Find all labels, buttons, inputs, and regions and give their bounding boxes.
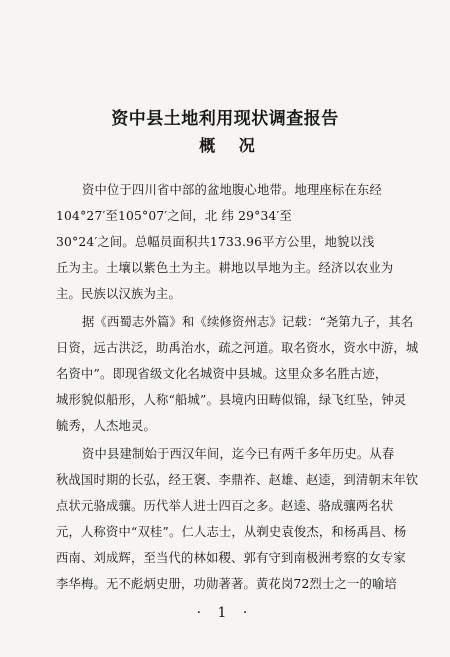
paragraph-line: 30°24′之间。总幅员面积共1733.96平方公里，地貌以浅 [56, 235, 375, 249]
paragraph-line: 毓秀，人杰地灵。 [56, 419, 156, 433]
paragraph-line: 城形貌似船形，人称“船城”。县境内田畴似锦，绿飞红坠，钟灵 [56, 393, 407, 407]
paragraph-line: 资中位于四川省中部的盆地腹心地带。地理座标在东经 [82, 183, 382, 197]
report-title: 资中县土地利用现状调查报告 [111, 109, 339, 129]
paragraph-line: 日资，远古洪泛，助禹治水，疏之河道。取名资水，资水中游，城 [56, 341, 419, 355]
paragraph-line: 丘为主。土壤以紫色土为主。耕地以旱地为主。经济以农业为 [56, 261, 394, 275]
paragraph-line: 西南、刘成辉，至当代的林如稷、郭有守到南极洲考察的女专家 [56, 551, 406, 565]
page-number: · 1 · [196, 605, 254, 621]
paragraph-line: 李华梅。无不彪炳史册，功勋著著。黄花岗72烈士之一的喻培 [56, 577, 397, 591]
paragraph-line: 资中县建制始于西汉年间，迄今已有两千多年历史。从春 [82, 447, 395, 461]
section-heading: 概 况 [199, 136, 255, 155]
paragraph-line: 据《西蜀志外篇》和《续修资州志》记载：“尧第九子，其名 [82, 315, 414, 329]
paragraph-line: 秋战国时期的长弘，经王褒、李鼎祚、赵雄、赵逵，到清朝末年钦 [56, 473, 419, 487]
paragraph-line: 元，人称资中“双桂”。仁人志士，从剃史袁俊杰，和杨禹昌、杨 [56, 525, 407, 539]
paragraph-line: 点状元骆成骧。历代举人进士四百之多。赵逵、骆成骧两名状 [56, 499, 394, 513]
paragraph-line: 名资中”。即现省级文化名城资中县城。这里众多名胜古迹， [56, 367, 388, 381]
paragraph-line: 104°27′至105°07′之间，北 纬 29°34′至 [56, 209, 293, 223]
paragraph-line: 主。民族以汉族为主。 [56, 287, 181, 301]
